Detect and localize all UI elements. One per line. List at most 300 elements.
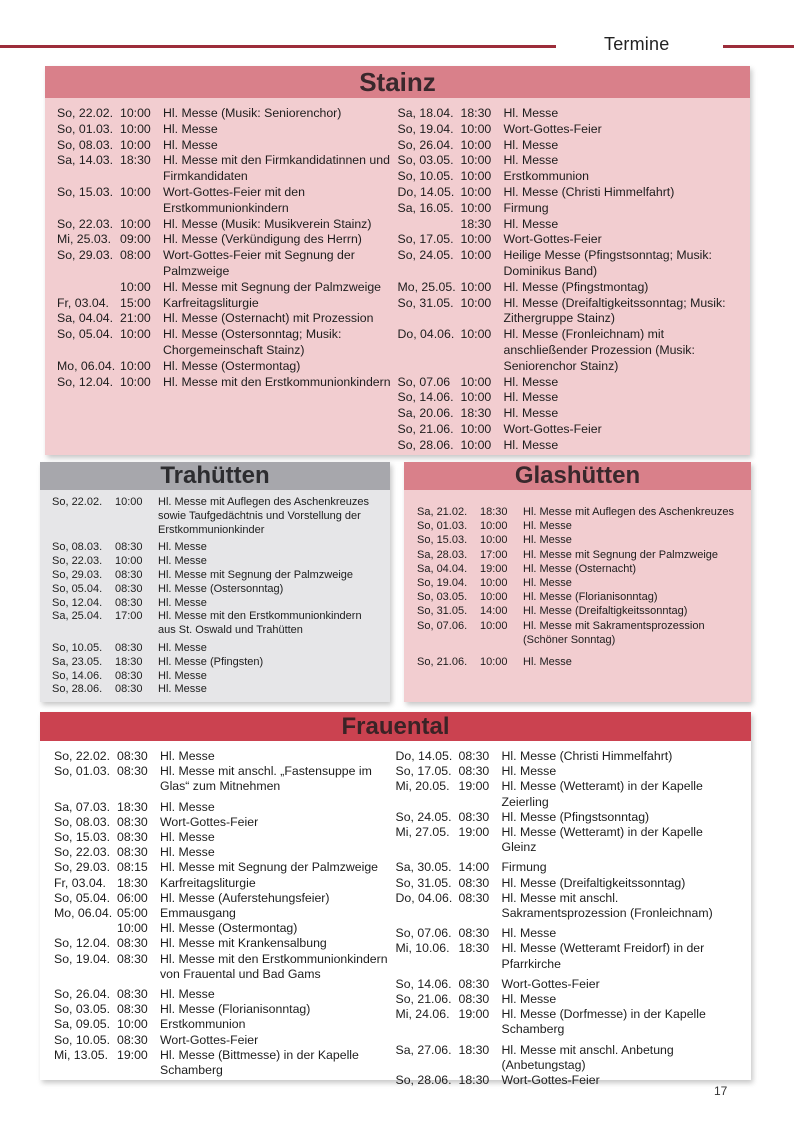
event-time: 15:00: [120, 295, 151, 310]
event-date: So, 03.05.: [54, 1002, 111, 1017]
event-time: 08:30: [115, 568, 143, 581]
event-date: Mi, 25.03.: [57, 232, 111, 247]
event-time: 10:00: [460, 437, 492, 452]
event-time: 10:00: [480, 656, 508, 669]
trahuetten-column: [52, 496, 380, 697]
section-title-frauental: Frauental: [40, 712, 751, 741]
event-description: Hl. Messe: [523, 520, 572, 533]
event-date: So, 08.03.: [54, 814, 111, 829]
event-date: Mi, 27.05.: [395, 825, 450, 840]
event-date: [57, 280, 120, 296]
schedule-row: [57, 280, 398, 296]
event-description: Hl. Messe (Musik: Seniorenchor): [163, 106, 342, 120]
event-description: Wort-Gottes-Feier mit den Erstkommunionkindern: [163, 184, 305, 215]
event-time: 09:00: [120, 232, 151, 247]
event-description: Hl. Messe: [503, 374, 559, 389]
schedule-row: [57, 185, 398, 217]
event-description: Hl. Messe mit den Firmkandidatinnen und Firmkandidaten: [163, 153, 390, 184]
event-date: So, 24.05.: [397, 248, 454, 263]
schedule-row: [54, 815, 396, 830]
event-date: [398, 217, 461, 233]
event-time: 10:00: [120, 137, 151, 152]
event-time: 10:00: [120, 184, 151, 199]
schedule-row: [398, 438, 739, 454]
event-description: Hl. Messe (Auferstehungsfeier): [160, 890, 330, 905]
event-date: Sa, 14.03.: [57, 153, 114, 168]
event-date: So, 19.04.: [54, 951, 111, 966]
event-time: 18:30: [480, 506, 508, 518]
event-description: Hl. Messe: [503, 153, 559, 168]
event-time: 10:00: [115, 555, 143, 568]
section-trahuetten: [40, 462, 390, 702]
page-number: 17: [714, 1084, 728, 1098]
section-glashuetten: [404, 462, 751, 702]
event-date: Do, 14.05.: [397, 184, 455, 199]
header-rule-right: [723, 45, 794, 48]
event-time: 08:30: [117, 814, 148, 829]
stainz-column-right: [398, 106, 739, 455]
event-time: 10:00: [120, 216, 151, 231]
event-description: Hl. Messe: [158, 641, 207, 654]
event-time: 10:00: [460, 184, 492, 199]
event-date: So, 01.03.: [417, 520, 468, 533]
schedule-row: [57, 138, 398, 154]
event-date: Sa, 30.05.: [395, 860, 452, 875]
event-description: Hl. Messe: [158, 541, 207, 554]
event-description: Hl. Messe (Florianisonntag): [523, 591, 658, 604]
schedule-row: [398, 153, 739, 169]
event-date: Sa, 20.06.: [397, 406, 454, 421]
event-time: 17:00: [115, 610, 143, 623]
event-description: Hl. Messe: [501, 926, 557, 941]
schedule-row: [398, 232, 739, 248]
schedule-row: [398, 327, 739, 374]
event-time: 08:30: [117, 845, 148, 860]
event-description: Hl. Messe mit anschl. Anbetung (Anbetungstag): [501, 1042, 674, 1072]
schedule-row: [396, 876, 738, 891]
event-description: Wort-Gottes-Feier: [503, 121, 602, 136]
schedule-row: [396, 926, 738, 941]
schedule-row: [396, 941, 738, 971]
event-date: So, 07.06.: [417, 619, 468, 632]
event-time: 18:30: [460, 106, 492, 120]
event-date: So, 15.03.: [417, 534, 468, 547]
schedule-row: [54, 830, 396, 845]
event-date: So, 31.05.: [397, 295, 454, 310]
event-date: Fr, 03.04.: [57, 295, 109, 310]
event-time: 08:30: [115, 669, 143, 682]
event-time: 10:00: [117, 921, 148, 936]
event-time: 10:00: [460, 390, 492, 405]
event-description: Hl. Messe (Verkündigung des Herrn): [163, 232, 362, 247]
section-title-trahuetten: Trahütten: [40, 462, 390, 490]
event-date: Do, 14.05.: [395, 749, 453, 763]
event-description: Hl. Messe: [523, 656, 572, 669]
event-time: 19:00: [117, 1047, 148, 1062]
event-description: Hl. Messe mit Segnung der Palmzweige: [163, 279, 382, 294]
event-date: So, 07.06.: [395, 926, 452, 941]
schedule-row: [396, 825, 738, 855]
event-time: 10:00: [480, 619, 508, 632]
event-description: Hl. Messe mit Auflegen des Aschenkreuzes: [523, 506, 734, 518]
event-time: 18:30: [117, 875, 148, 890]
schedule-row: [54, 906, 396, 921]
event-description: Hl. Messe: [160, 845, 215, 860]
event-time: 10:00: [480, 534, 508, 547]
schedule-row: [52, 555, 380, 569]
event-date: Sa, 09.05.: [54, 1017, 111, 1032]
event-description: Hl. Messe (Dorfmesse) in der Kapelle Schamberg: [501, 1007, 706, 1037]
schedule-row: [417, 576, 741, 590]
schedule-row: [417, 505, 741, 519]
event-time: 08:30: [117, 749, 148, 763]
event-description: Wort-Gottes-Feier: [503, 232, 602, 247]
event-description: Hl. Messe (Dreifaltigkeitssonntag): [523, 605, 688, 618]
schedule-row: [54, 764, 396, 794]
event-date: Fr, 03.04.: [54, 875, 106, 890]
event-time: 19:00: [458, 779, 490, 794]
event-description: Wort-Gottes-Feier: [160, 814, 259, 829]
schedule-row: [54, 1033, 396, 1048]
event-time: 08:30: [117, 1002, 148, 1017]
schedule-row: [417, 548, 741, 562]
event-date: So, 03.05.: [417, 591, 468, 604]
schedule-row: [52, 610, 380, 638]
event-date: Sa, 23.05.: [52, 655, 103, 668]
schedule-row: [398, 138, 739, 154]
event-time: 10:00: [120, 327, 151, 342]
event-description: Erstkommunion: [503, 169, 589, 184]
event-date: So, 28.06.: [395, 1073, 452, 1088]
event-time: 10:00: [460, 121, 492, 136]
event-time: 08:30: [117, 987, 148, 1002]
schedule-row: [396, 992, 738, 1007]
event-description: Firmung: [503, 200, 549, 215]
event-description: Hl. Messe (Pfingsten): [158, 655, 264, 668]
event-description: Wort-Gottes-Feier mit Segnung der Palmzweige: [163, 248, 355, 278]
event-time: 05:00: [117, 906, 148, 921]
schedule-row: [57, 217, 398, 233]
schedule-row: [52, 642, 380, 656]
event-time: 08:30: [458, 992, 490, 1007]
event-date: Sa, 28.03.: [417, 548, 468, 561]
schedule-row: [54, 891, 396, 906]
event-date: So, 17.05.: [397, 232, 454, 247]
event-description: Wort-Gottes-Feier: [160, 1032, 259, 1047]
event-date: So, 10.05.: [54, 1032, 111, 1047]
event-description: Wort-Gottes-Feier: [501, 976, 600, 991]
event-description: Hl. Messe: [523, 534, 572, 547]
schedule-row: [398, 406, 739, 422]
event-date: Sa, 16.05.: [397, 200, 454, 215]
event-time: 10:00: [120, 279, 151, 294]
schedule-row: [398, 185, 739, 201]
event-time: 10:00: [460, 327, 492, 342]
event-time: 18:30: [117, 799, 148, 814]
event-date: So, 19.04.: [397, 121, 454, 136]
event-date: So, 05.04.: [52, 582, 103, 595]
event-time: 08:30: [115, 596, 143, 609]
event-time: 06:00: [117, 890, 148, 905]
schedule-row: [52, 670, 380, 684]
event-date: Do, 04.06.: [397, 327, 455, 342]
event-time: 19:00: [480, 562, 508, 575]
schedule-row: [57, 248, 398, 280]
schedule-row: [54, 749, 396, 764]
event-date: So, 01.03.: [57, 121, 114, 136]
schedule-row: [57, 296, 398, 312]
event-date: So, 14.06.: [397, 390, 454, 405]
event-date: So, 29.03.: [52, 568, 103, 581]
event-time: 10:00: [460, 137, 492, 152]
schedule-row: [417, 519, 741, 533]
event-date: So, 29.03.: [57, 248, 114, 263]
event-date: Mo, 25.05.: [397, 279, 456, 294]
schedule-row: [398, 248, 739, 280]
event-date: Sa, 27.06.: [395, 1042, 452, 1057]
event-date: So, 07.06: [397, 374, 451, 389]
event-description: Hl. Messe mit Segnung der Palmzweige: [158, 568, 354, 581]
event-date: So, 22.03.: [52, 555, 103, 568]
schedule-row: [57, 311, 398, 327]
event-date: So, 24.05.: [395, 809, 452, 824]
schedule-row: [396, 977, 738, 992]
schedule-row: [396, 1043, 738, 1073]
schedule-row: [52, 683, 380, 697]
event-description: Hl. Messe (Musik: Musikverein Stainz): [163, 216, 372, 231]
event-date: So, 15.03.: [54, 830, 111, 845]
event-time: 10:00: [460, 248, 492, 263]
event-description: Hl. Messe mit den Erstkommunionkindern von Frauental und Bad Gams: [160, 951, 388, 981]
event-description: Karfreitagsliturgie: [160, 875, 256, 890]
event-description: Hl. Messe: [501, 764, 557, 779]
event-description: Karfreitagsliturgie: [163, 295, 259, 310]
schedule-row: [398, 375, 739, 391]
schedule-row: [52, 597, 380, 611]
schedule-row: [52, 656, 380, 670]
schedule-row: [417, 619, 741, 647]
event-date: Sa, 04.04.: [57, 311, 114, 326]
event-description: Hl. Messe (Fronleichnam) mit anschließender Prozession (Musik: Seniorenchor Stainz): [503, 327, 695, 373]
event-date: So, 12.04.: [54, 936, 111, 951]
frauental-column-left: [54, 749, 396, 1080]
event-time: 19:00: [458, 825, 490, 840]
event-time: 14:00: [480, 605, 508, 618]
event-time: 19:00: [458, 1007, 490, 1022]
schedule-row: [52, 496, 380, 537]
event-time: 18:30: [460, 216, 492, 231]
event-date: Sa, 04.04.: [417, 562, 468, 575]
schedule-row: [54, 1048, 396, 1078]
event-date: Sa, 21.02.: [417, 506, 468, 518]
event-date: So, 29.03.: [54, 860, 111, 875]
event-date: So, 10.05.: [397, 169, 454, 184]
event-time: 10:00: [480, 591, 508, 604]
event-description: Hl. Messe: [501, 992, 557, 1007]
event-description: Hl. Messe: [503, 406, 559, 421]
event-description: Hl. Messe: [158, 683, 207, 696]
event-description: Hl. Messe: [503, 390, 559, 405]
event-date: So, 26.04.: [397, 137, 454, 152]
schedule-row: [54, 936, 396, 951]
event-time: 10:00: [460, 279, 492, 294]
event-date: So, 15.03.: [57, 184, 114, 199]
schedule-row: [398, 390, 739, 406]
event-description: Hl. Messe (Christi Himmelfahrt): [503, 184, 675, 199]
schedule-row: [54, 860, 396, 875]
schedule-row: [54, 876, 396, 891]
event-time: 08:30: [458, 926, 490, 941]
event-date: Sa, 25.04.: [52, 610, 103, 623]
event-description: Hl. Messe mit den Erstkommunionkindern aus St. Oswald und Trahütten: [158, 610, 362, 637]
event-time: 08:30: [458, 890, 490, 905]
event-time: 08:30: [117, 764, 148, 779]
event-date: So, 26.04.: [54, 987, 111, 1002]
schedule-row: [398, 296, 739, 328]
event-description: Hl. Messe (Ostermontag): [160, 921, 298, 936]
event-description: Hl. Messe: [503, 137, 559, 152]
schedule-row: [396, 1007, 738, 1037]
event-time: 08:30: [115, 582, 143, 595]
event-time: 10:00: [460, 374, 492, 389]
event-time: 08:30: [115, 683, 143, 696]
event-description: Emmausgang: [160, 906, 236, 921]
event-description: Hl. Messe: [503, 216, 559, 231]
event-description: Hl. Messe (Ostersonntag; Musik: Chorgemeinschaft Stainz): [163, 327, 342, 357]
section-stainz: [45, 66, 750, 455]
event-time: 08:15: [117, 860, 148, 875]
schedule-row: [396, 1073, 738, 1088]
schedule-row: [57, 232, 398, 248]
schedule-row: [57, 153, 398, 185]
stainz-column-left: [57, 106, 398, 455]
event-description: Hl. Messe (Florianisonntag): [160, 1002, 311, 1017]
event-description: Hl. Messe mit Segnung der Palmzweige: [160, 860, 379, 875]
event-time: 10:00: [117, 1017, 148, 1032]
event-time: 14:00: [458, 860, 490, 875]
event-time: 08:30: [115, 541, 143, 554]
event-date: So, 28.06.: [52, 683, 103, 696]
event-time: 10:00: [120, 121, 151, 136]
page-header-title: Termine: [604, 34, 670, 54]
event-time: 10:00: [120, 106, 151, 120]
stainz-schedule: [45, 98, 750, 455]
event-description: Hl. Messe (Pfingstmontag): [503, 279, 649, 294]
event-description: Hl. Messe (Wetteramt) in der Kapelle Gleinz: [501, 825, 703, 855]
schedule-row: [398, 280, 739, 296]
event-date: Mo, 06.04.: [57, 358, 116, 373]
event-description: Hl. Messe: [160, 749, 215, 763]
event-time: 08:30: [458, 875, 490, 890]
event-time: 10:00: [460, 232, 492, 247]
event-time: 21:00: [120, 311, 151, 326]
schedule-row: [396, 779, 738, 809]
schedule-row: [52, 583, 380, 597]
event-date: Mo, 06.04.: [54, 906, 113, 921]
event-date: So, 01.03.: [54, 764, 111, 779]
schedule-row: [417, 533, 741, 547]
event-description: Hl. Messe mit Auflegen des Aschenkreuzes sowie Taufgedächtnis und Vorstellung der Erstkommunionkinder: [158, 496, 369, 536]
schedule-row: [54, 800, 396, 815]
schedule-row: [396, 860, 738, 875]
event-date: So, 05.04.: [54, 890, 111, 905]
event-time: 10:00: [115, 496, 143, 508]
event-time: 08:30: [117, 1032, 148, 1047]
event-date: So, 21.06.: [417, 656, 468, 669]
schedule-row: [417, 562, 741, 576]
schedule-row: [398, 106, 739, 122]
event-time: 08:30: [117, 951, 148, 966]
frauental-column-right: [395, 749, 738, 1088]
event-description: Hl. Messe (Ostermontag): [163, 358, 301, 373]
event-description: Hl. Messe (Wetteramt Freidorf) in der Pfarrkirche: [501, 941, 705, 971]
event-time: 18:30: [460, 406, 492, 421]
schedule-row: [396, 810, 738, 825]
event-date: Do, 04.06.: [395, 890, 453, 905]
event-date: So, 10.05.: [52, 641, 103, 654]
event-date: [54, 921, 117, 936]
schedule-row: [57, 375, 398, 391]
event-date: Mi, 13.05.: [54, 1047, 108, 1062]
event-description: Hl. Messe (Dreifaltigkeitssonntag): [501, 875, 686, 890]
event-date: Sa, 07.03.: [54, 799, 111, 814]
schedule-row: [398, 201, 739, 217]
schedule-row: [398, 422, 739, 438]
event-description: Hl. Messe mit anschl. „Fastensuppe im Glas“ zum Mitnehmen: [160, 764, 372, 794]
event-date: So, 22.02.: [52, 496, 103, 508]
schedule-row: [57, 122, 398, 138]
event-time: 08:30: [458, 749, 490, 763]
schedule-row: [398, 217, 739, 233]
event-description: Hl. Messe mit Segnung der Palmzweige: [523, 548, 719, 561]
event-description: Firmung: [501, 860, 547, 875]
event-description: Hl. Messe mit Krankensalbung: [160, 936, 327, 951]
event-description: Hl. Messe: [160, 830, 215, 845]
event-description: Hl. Messe: [503, 437, 559, 452]
trahuetten-schedule: [40, 490, 390, 702]
header-rule-left: [0, 45, 556, 48]
frauental-schedule: [40, 741, 751, 1088]
event-time: 08:00: [120, 248, 151, 263]
event-time: 10:00: [480, 520, 508, 533]
schedule-row: [54, 987, 396, 1002]
event-time: 10:00: [460, 295, 492, 310]
schedule-row: [417, 604, 741, 618]
event-time: 10:00: [460, 153, 492, 168]
event-time: 08:30: [458, 764, 490, 779]
event-date: So, 12.04.: [57, 374, 114, 389]
event-time: 17:00: [480, 548, 508, 561]
schedule-row: [54, 1017, 396, 1032]
section-title-glashuetten: Glashütten: [404, 462, 751, 490]
event-time: 08:30: [458, 809, 490, 824]
event-time: 08:30: [115, 641, 143, 654]
schedule-row: [396, 764, 738, 779]
schedule-row: [52, 569, 380, 583]
event-date: So, 31.05.: [417, 605, 468, 618]
event-time: 08:30: [117, 830, 148, 845]
section-title-stainz: Stainz: [45, 66, 750, 98]
event-date: So, 17.05.: [395, 764, 452, 779]
event-description: Hl. Messe: [503, 106, 559, 120]
event-time: 10:00: [120, 374, 151, 389]
schedule-row: [54, 952, 396, 982]
event-description: Hl. Messe: [158, 596, 207, 609]
event-time: 18:30: [120, 153, 151, 168]
event-date: So, 05.04.: [57, 327, 114, 342]
event-date: So, 21.06.: [395, 992, 452, 1007]
event-date: So, 14.06.: [395, 976, 452, 991]
